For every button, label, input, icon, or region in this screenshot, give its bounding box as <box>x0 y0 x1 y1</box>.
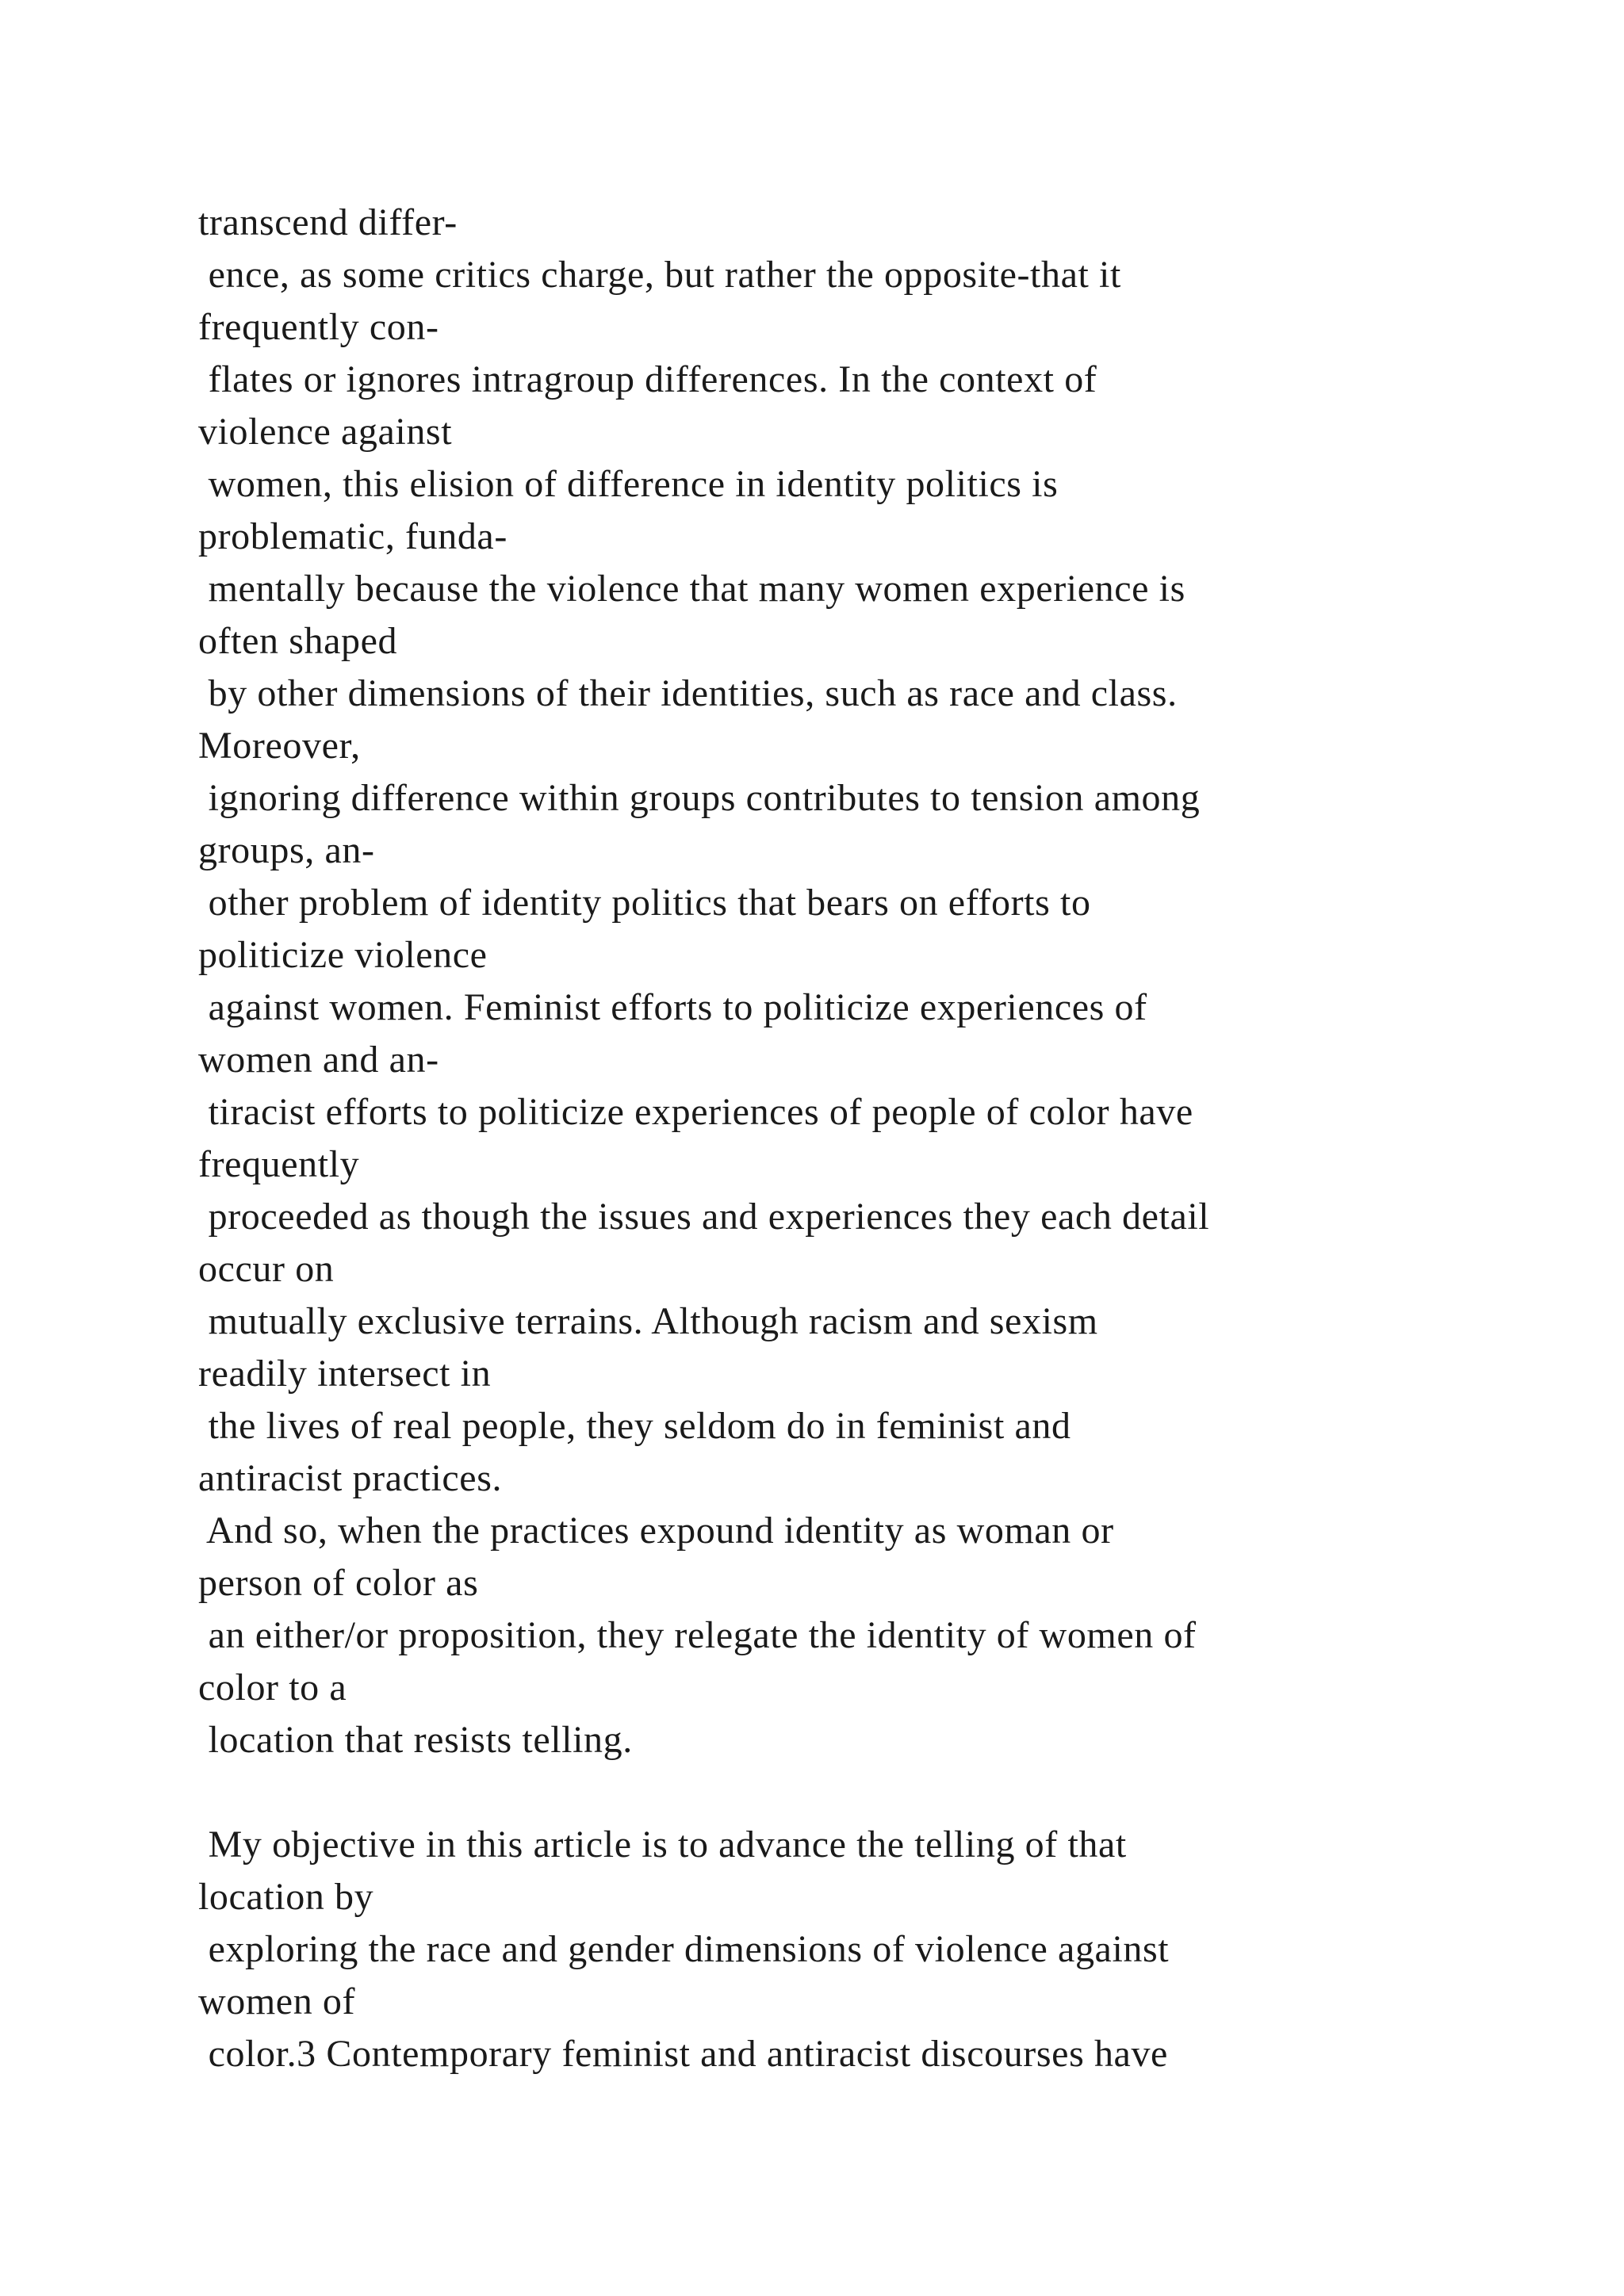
text-line: transcend differ- <box>198 201 458 243</box>
text-line: My objective in this article is to advance the telling of that <box>198 1823 1127 1866</box>
text-line: Moreover, <box>198 725 361 767</box>
blank-line <box>198 1766 1546 1819</box>
text-line: readily intersect in <box>198 1353 492 1395</box>
text-line: location that resists telling. <box>198 1719 633 1761</box>
text-line: ence, as some critics charge, but rather the opposite-that it <box>198 254 1121 296</box>
text-line: flates or ignores intragroup differences. In the context of <box>198 358 1097 400</box>
text-line: women of <box>198 1980 356 2022</box>
text-line: problematic, funda- <box>198 515 508 557</box>
text-line: proceeded as though the issues and experiences they each detail <box>198 1196 1210 1238</box>
text-line: exploring the race and gender dimensions of violence against <box>198 1928 1170 1970</box>
text-line: ignoring difference within groups contributes to tension among <box>198 777 1201 819</box>
text-line: antiracist practices. <box>198 1457 503 1499</box>
text-line: color to a <box>198 1667 347 1709</box>
text-line: women and an- <box>198 1039 439 1081</box>
text-line: politicize violence <box>198 934 488 976</box>
text-line: occur on <box>198 1248 335 1290</box>
text-line: mutually exclusive terrains. Although racism and sexism <box>198 1300 1098 1342</box>
text-line: tiracist efforts to politicize experiences of people of color have <box>198 1091 1193 1133</box>
text-line: against women. Feminist efforts to politicize experiences of <box>198 986 1147 1028</box>
text-line: frequently <box>198 1143 360 1185</box>
text-line: groups, an- <box>198 829 375 871</box>
text-line: other problem of identity politics that bears on efforts to <box>198 882 1091 924</box>
text-line: women, this elision of difference in identity politics is <box>198 463 1059 505</box>
text-line: color.3 Contemporary feminist and antiracist discourses have <box>198 2033 1168 2075</box>
text-line: often shaped <box>198 620 398 662</box>
text-line: location by <box>198 1876 374 1918</box>
text-line: an either/or proposition, they relegate the identity of women of <box>198 1614 1197 1656</box>
body-text <box>198 197 1546 2080</box>
text-line: by other dimensions of their identities, such as race and class. <box>198 672 1178 714</box>
text-line: And so, when the practices expound identity as woman or <box>198 1510 1114 1552</box>
text-line: violence against <box>198 411 453 453</box>
text-line: the lives of real people, they seldom do in feminist and <box>198 1405 1071 1447</box>
text-line: person of color as <box>198 1562 479 1604</box>
text-line: mentally because the violence that many women experience is <box>198 568 1185 610</box>
text-line: frequently con- <box>198 306 439 348</box>
